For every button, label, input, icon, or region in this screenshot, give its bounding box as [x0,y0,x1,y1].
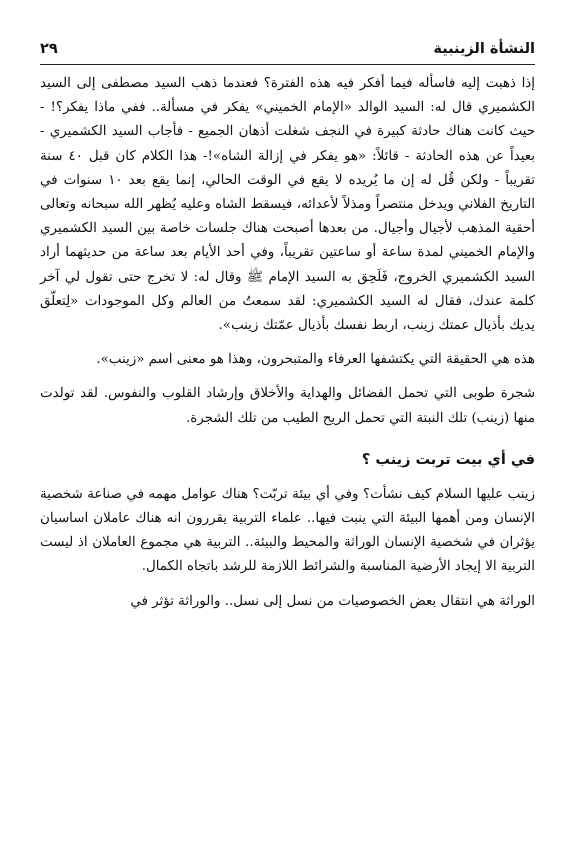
page-number: ٢٩ [40,41,58,57]
paragraph: الوراثة هي انتقال بعض الخصوصيات من نسل إلى نسل.. والوراثة تؤثر في [130,593,535,609]
paragraph: إذا ذهبت إليه فاسأله فيما أفكر فيه هذه الفترة؟ فعندما ذهب السيد مصطفى إلى السيد الكشميري قال له: السيد الوالد «الإمام الخميني» يفكر في مسألة.. ففي ماذا يفكر؟! - حيث كانت هناك حادثة كبيرة في النجف شغلت أذهان الجميع - فأجاب السيد الكشميري - بعيداً عن هذه الحادثة - قائلاً: «هو يفكر في إزالة الشاه»!- هذا الكلام كان قبل ٤٠ سنة تقريباً - ولكن قُل له إن ما يُريده لا يقع في الوقت الحالي، إنما يقع بعد ١٠ سنوات في التاريخ الفلاني ويدخل منتصراً ومذلاً لأعدائه، فيسقط الشاه وعليه يُظهر الله سبحانه وتعالى أحقية المذهب لأجيال وأجيال. من بعدها أصبحت هناك جلسات خاصة بين السيد الكشميري والإمام الخميني لمدة ساعة أو ساعتين تقريباً، وفي أحد الأيام بعد ساعة من حديثهما أراد السيد الكشميري الخروج، فَلَحِق به السيد الإمام ﷺ وقال له: لا تخرج حتى تقول لي آخر كلمة عندك، فقال له السيد الكشميري: لقد سمعتُ من العالم وكل الموجودات «لِتعلّق يديك بأذيال عمتك زينب، اربط نفسك بأذيال عمّتك زينب». [40,76,535,334]
running-title: النشأة الزينبية [433,41,535,57]
paragraph: شجرة طوبى التي تحمل الفضائل والهداية والأخلاق وإرشاد القلوب والنفوس. لقد تولدت منها (زينب) تلك النبتة التي تحمل الريح الطيب من تلك الشجرة. [40,386,535,426]
section-heading [40,447,535,473]
page-body [40,72,535,614]
page-header [40,36,535,62]
section-heading-text: في أي بيت تربت زينب ؟ [361,451,535,468]
paragraph: هذه هي الحقيقة التي يكتشفها العرفاء والمتبحرون، وهذا هو معنى اسم «زينب». [96,352,535,368]
paragraph: زينب عليها السلام كيف نشأت؟ وفي أي بيئة تربّت؟ هناك عوامل مهمه في صناعة شخصية الإنسان ومن أهمها البيئة التي ينبت فيها.. علماء التربية يقررون انه هناك عاملان اساسيان يؤثران في شخصية الإنسان الوراثة والمحيط والبيئة.. التربية هي مجموع العاملان اذ ليست التربية الا إيجاد الأرضية المناسبة والشرائط اللازمة للرشد باتجاه الكمال. [40,486,535,575]
header-divider [40,64,535,65]
